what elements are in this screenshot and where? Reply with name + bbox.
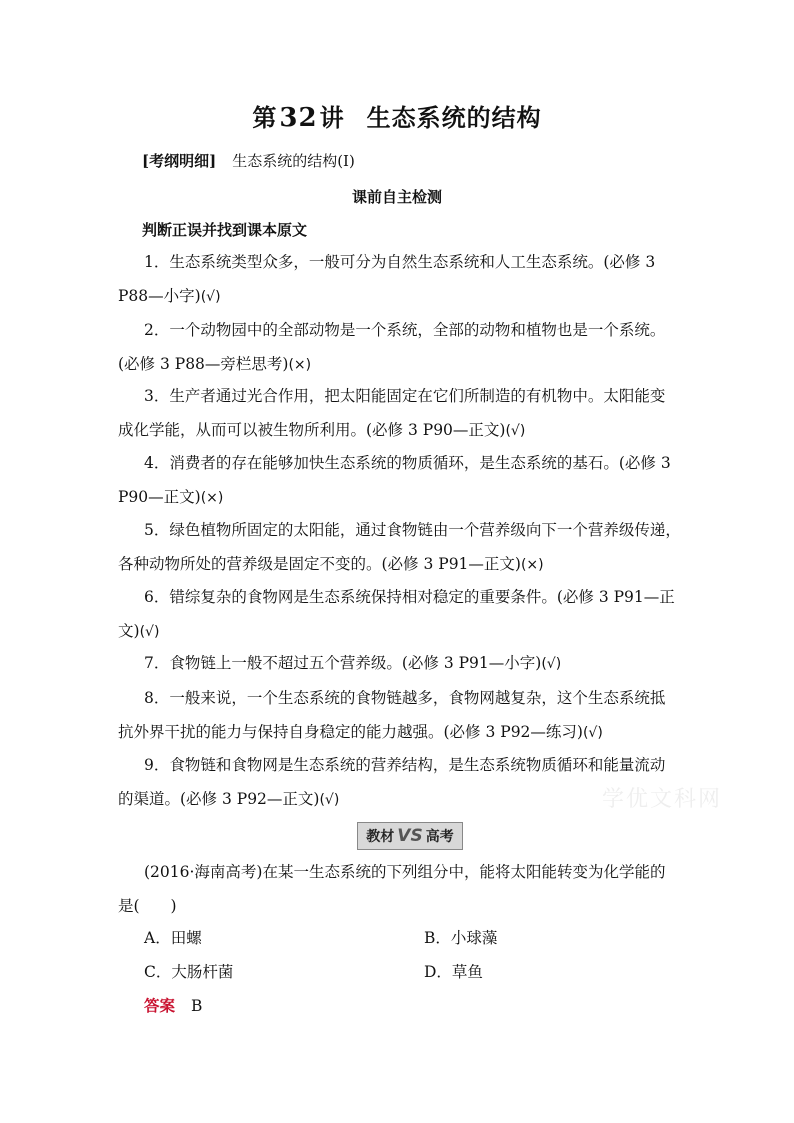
question-line1: 8．一般来说，一个生态系统的食物链越多，食物网越复杂，这个生态系统抵 [144, 689, 666, 707]
question-item [118, 379, 686, 448]
exam-question [118, 855, 686, 923]
title-topic: 生态系统的结构 [366, 103, 542, 132]
question-verdict: (√) [200, 289, 221, 305]
banner-left: 教材 [366, 829, 395, 845]
question-line1: 3．生产者通过光合作用，把太阳能固定在它们所制造的有机物中。太阳能变 [144, 387, 666, 405]
textbook-vs-exam-banner [357, 822, 463, 850]
question-line2: 抗外界干扰的能力与保持自身稳定的能力越强。(必修 3 P92—练习) [118, 723, 583, 741]
question-line2: P90—正文) [118, 488, 201, 506]
question-verdict: (×) [200, 490, 224, 506]
outline-tag: [考纲明细] [142, 152, 217, 170]
question-verdict: (×) [288, 357, 312, 373]
question-line1: 9．食物链和食物网是生态系统的营养结构，是生态系统物质循环和能量流动 [144, 756, 666, 774]
question-item [118, 748, 686, 817]
exam-line2: 是( ) [118, 897, 177, 915]
answer-value: B [191, 997, 203, 1015]
question-line2: 的渠道。(必修 3 P92—正文) [118, 790, 320, 808]
question-line1: 6．错综复杂的食物网是生态系统保持相对稳定的重要条件。(必修 3 P91—正 [144, 588, 675, 606]
answer [144, 994, 202, 1016]
question-line2: 各种动物所处的营养级是固定不变的。(必修 3 P91—正文) [118, 555, 521, 573]
title-mid: 讲 [319, 103, 345, 132]
question-verdict: (√) [139, 624, 160, 640]
question-line2: P88—小字) [118, 287, 201, 305]
option-a: A．田螺 [144, 929, 202, 947]
syllabus-outline [142, 150, 355, 171]
question-line2: 文) [118, 622, 140, 640]
question-verdict: (√) [541, 656, 562, 672]
outline-text: 生态系统的结构(Ⅰ) [232, 152, 355, 170]
question-item [118, 646, 686, 681]
banner-vs: VS [397, 826, 423, 846]
question-line2: (必修 3 P88—旁栏思考) [118, 355, 289, 373]
question-line1: 2．一个动物园中的全部动物是一个系统，全部的动物和植物也是一个系统。 [144, 321, 666, 339]
option-c: C．大肠杆菌 [144, 963, 234, 981]
question-line1: 7．食物链上一般不超过五个营养级。(必修 3 P91—小字) [144, 654, 542, 672]
question-verdict: (√) [319, 792, 340, 808]
question-verdict: (×) [520, 557, 544, 573]
exam-line1: (2016·海南高考)在某一生态系统的下列组分中，能将太阳能转变为化学能的 [144, 863, 666, 881]
option-d: D．草鱼 [424, 963, 483, 981]
question-line1: 1．生态系统类型众多，一般可分为自然生态系统和人工生态系统。(必修 3 [144, 253, 656, 271]
option-b: B．小球藻 [424, 929, 498, 947]
question-verdict: (√) [582, 725, 603, 741]
question-verdict: (√) [505, 423, 526, 439]
title-prefix: 第 [252, 103, 278, 132]
question-item [118, 681, 686, 750]
page-title [0, 98, 794, 133]
answer-label: 答案 [144, 996, 176, 1015]
question-line2: 成化学能，从而可以被生物所利用。(必修 3 P90—正文) [118, 421, 506, 439]
question-line1: 4．消费者的存在能够加快生态系统的物质循环，是生态系统的基石。(必修 3 [144, 454, 671, 472]
question-item [118, 513, 686, 582]
question-line1: 5．绿色植物所固定的太阳能，通过食物链由一个营养级向下一个营养级传递， [144, 521, 681, 539]
section-heading: 课前自主检测 [351, 188, 442, 206]
question-item [118, 313, 686, 382]
instruction: 判断正误并找到课本原文 [142, 221, 308, 239]
watermark: 学优文科网 [602, 787, 723, 812]
question-item [118, 580, 686, 649]
question-item [118, 245, 686, 314]
banner-right: 高考 [425, 829, 454, 845]
question-item [118, 446, 686, 515]
title-number: 32 [279, 103, 318, 133]
